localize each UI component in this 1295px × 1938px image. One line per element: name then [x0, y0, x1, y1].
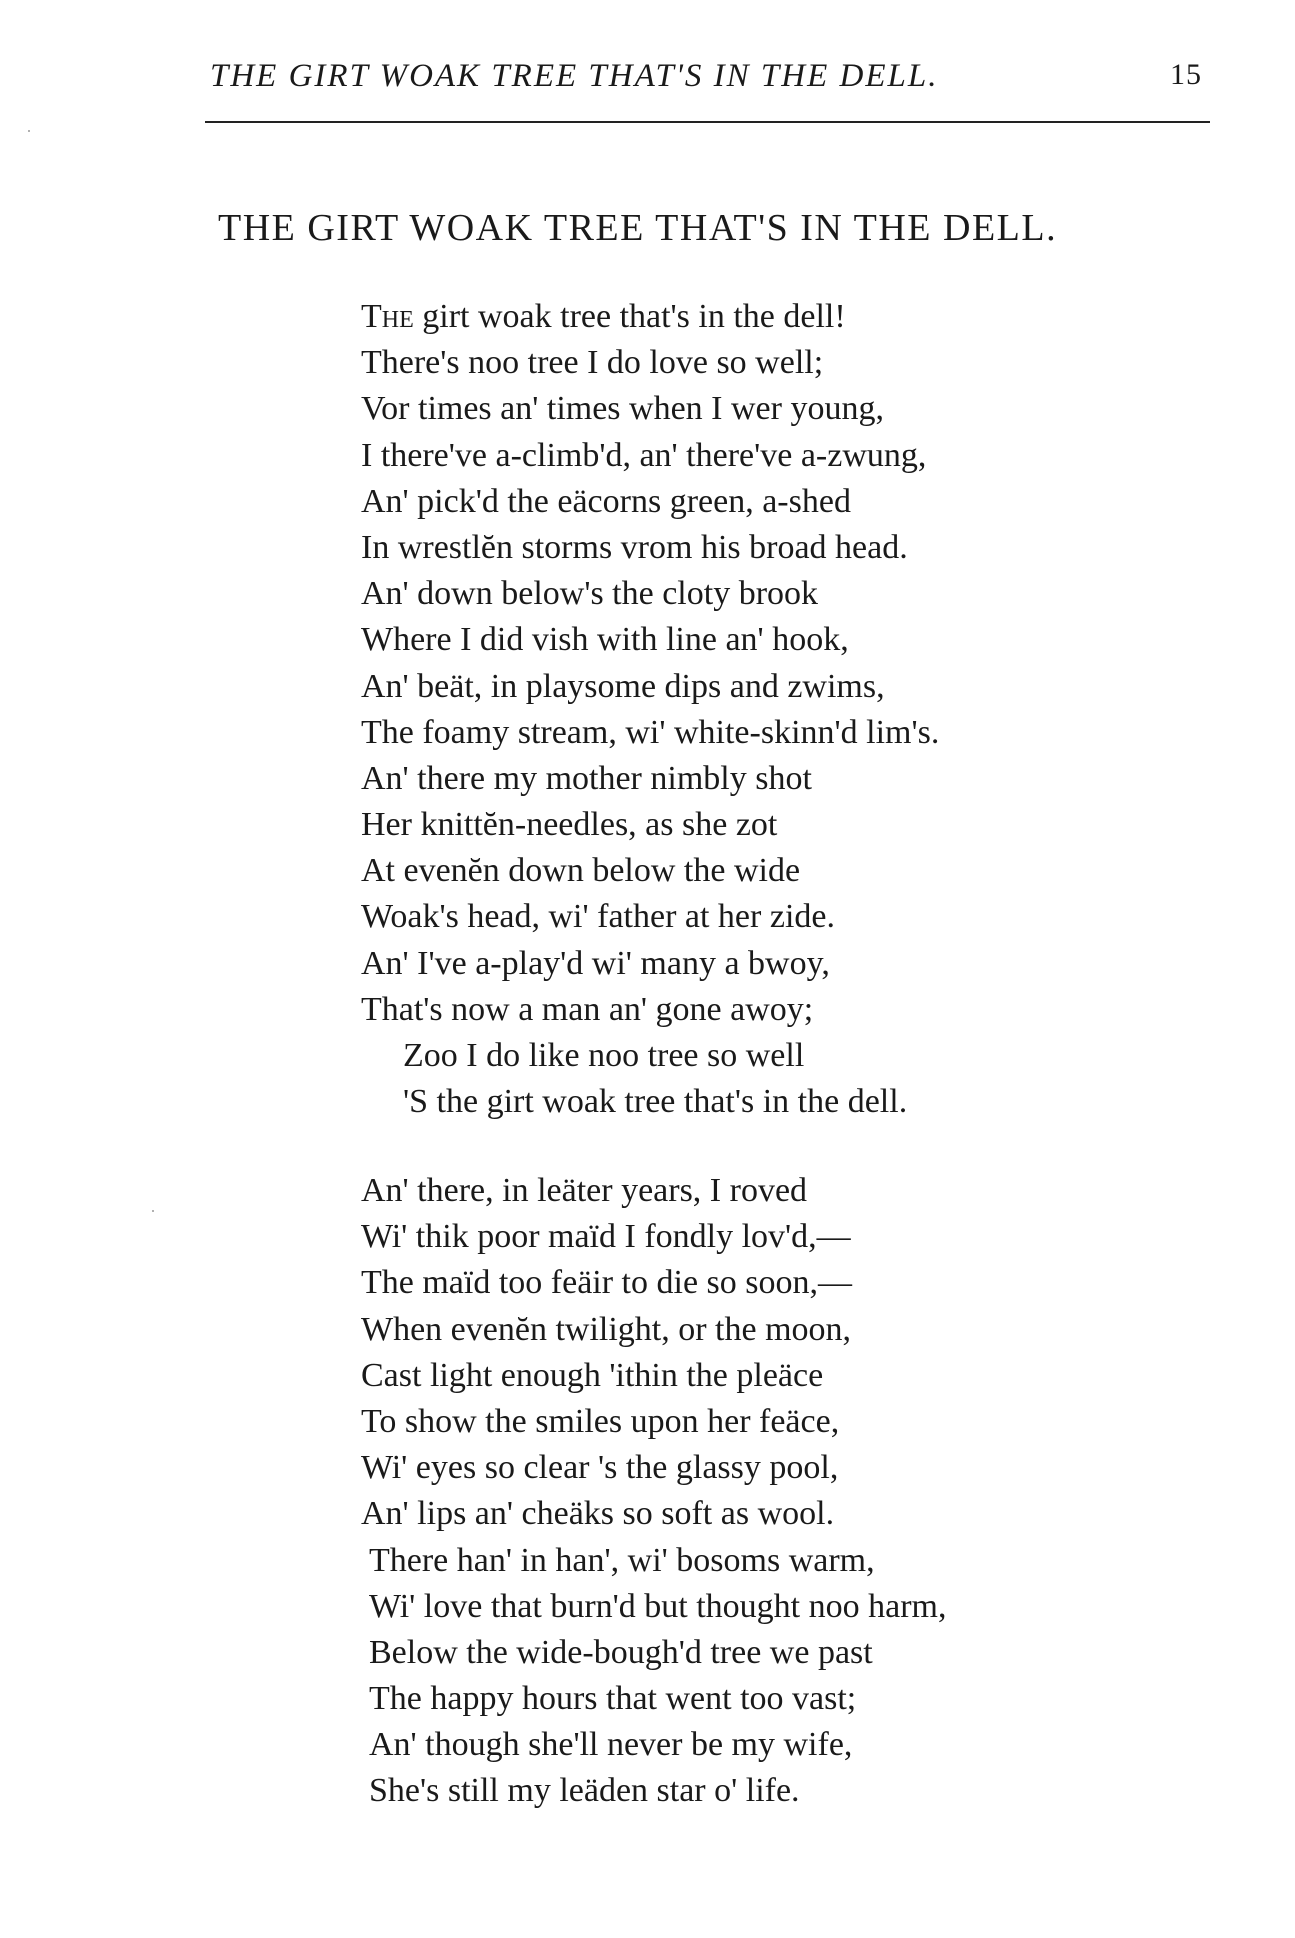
page-speck — [28, 130, 30, 132]
header-rule — [205, 121, 1210, 123]
poem-line: An' I've a-play'd wi' many a bwoy, — [361, 944, 830, 982]
poem-line: Below the wide-bough'd tree we past — [369, 1633, 873, 1671]
poem-line: The happy hours that went too vast; — [369, 1680, 857, 1718]
poem-line: An' there, in leäter years, I roved — [361, 1172, 808, 1209]
running-head-title: THE GIRT WOAK TREE THAT'S IN THE DELL. — [210, 58, 939, 94]
poem-line: She's still my leäden star o' life. — [369, 1772, 800, 1810]
poem-line: There's noo tree I do love so well; — [361, 344, 824, 382]
stanza-1 — [361, 294, 939, 1125]
poem-line: The foamy stream, wi' white-skinn'd lim's. — [361, 713, 940, 751]
poem-line: In wrestlĕn storms vrom his broad head. — [361, 528, 908, 566]
poem-line: Vor times an' times when I wer young, — [361, 390, 884, 428]
poem-line: I there've a-climb'd, an' there've a-zwung, — [361, 436, 927, 474]
poem-title: THE GIRT WOAK TREE THAT'S IN THE DELL. — [218, 207, 1058, 249]
poem-line: Wi' thik poor maïd I fondly lov'd,— — [361, 1218, 851, 1256]
poem-line: An' beät, in playsome dips and zwims, — [361, 667, 885, 705]
poem-line: An' though she'll never be my wife, — [369, 1726, 853, 1764]
poem-line: Her knittĕn-needles, as she zot — [361, 806, 778, 844]
page-number: 15 — [1170, 58, 1202, 91]
poem-line: An' there my mother nimbly shot — [361, 759, 812, 797]
page-speck — [152, 1210, 154, 1212]
poem-line: Cast light enough 'ithin the pleäce — [361, 1356, 824, 1394]
poem-line-text: girt woak tree that's in the dell! — [413, 298, 846, 335]
poem-line: When evenĕn twilight, or the moon, — [361, 1310, 852, 1348]
first-word: The — [361, 298, 414, 335]
poem-line — [361, 294, 939, 340]
poem-line-refrain: Zoo I do like noo tree so well — [403, 1037, 805, 1074]
poem-line: Where I did vish with line an' hook, — [361, 621, 849, 659]
poem-line: Wi' love that burn'd but thought noo harm, — [369, 1587, 947, 1625]
running-head — [210, 58, 1210, 108]
poem-line: An' down below's the cloty brook — [361, 575, 819, 613]
poem-line: An' lips an' cheäks so soft as wool. — [361, 1495, 835, 1533]
poem-line: An' pick'd the eäcorns green, a-shed — [361, 482, 851, 520]
poem-line: The maïd too feäir to die so soon,— — [361, 1264, 853, 1302]
stanza-2 — [361, 1168, 946, 1815]
poem-line: To show the smiles upon her feäce, — [361, 1402, 840, 1440]
poem-line: That's now a man an' gone awoy; — [361, 990, 814, 1028]
poem-line-refrain: 'S the girt woak tree that's in the dell. — [403, 1083, 908, 1121]
poem-line: Wi' eyes so clear 's the glassy pool, — [361, 1449, 839, 1487]
poem-line: At evenĕn down below the wide — [361, 852, 801, 890]
poem-line: Woak's head, wi' father at her zide. — [361, 898, 835, 936]
poem-line: There han' in han', wi' bosoms warm, — [369, 1541, 875, 1579]
